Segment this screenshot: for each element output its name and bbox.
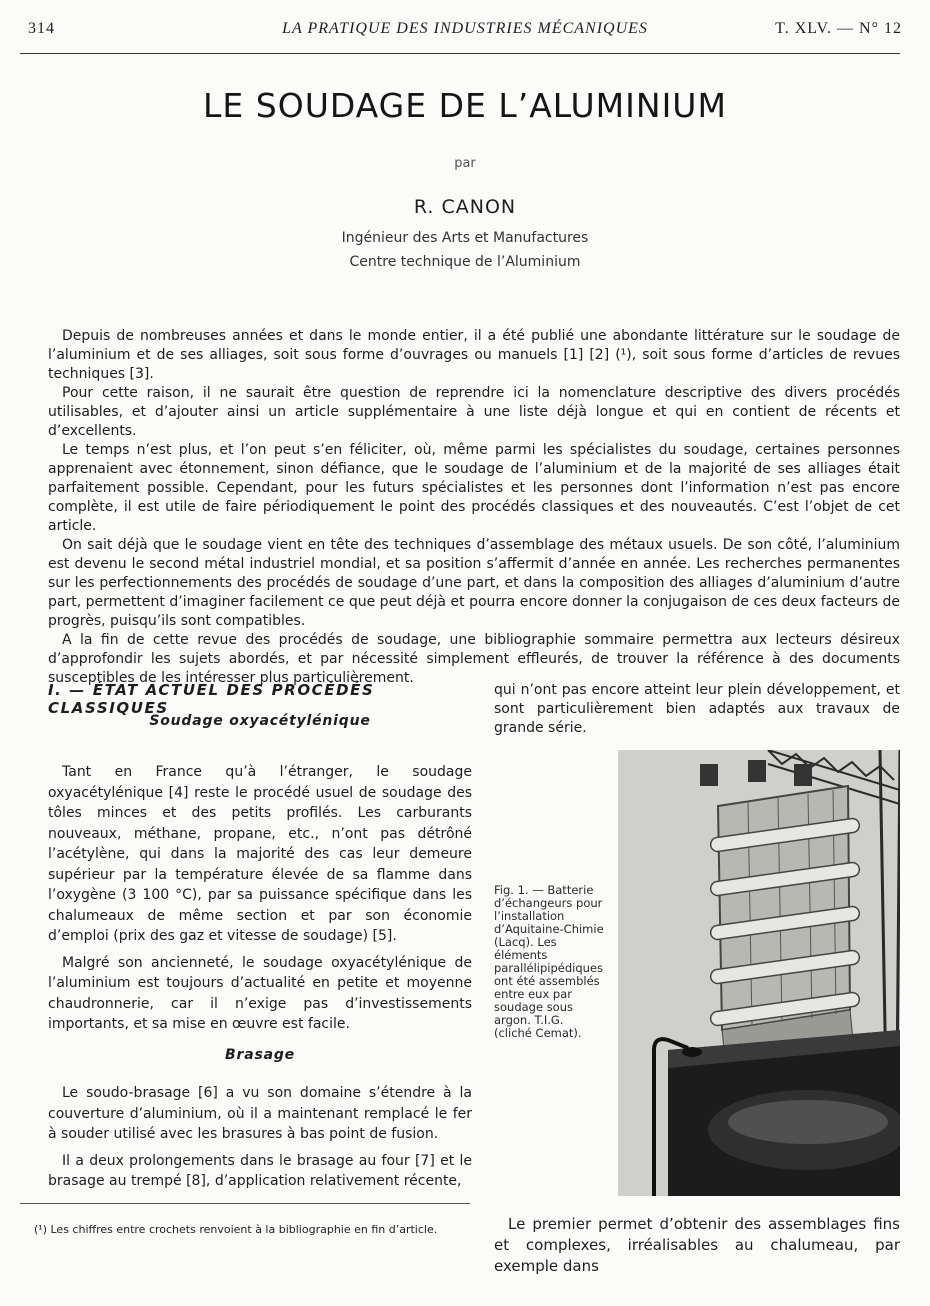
author-affiliation-2: Centre technique de l’Aluminium bbox=[349, 254, 581, 270]
page-number: 314 bbox=[28, 20, 55, 37]
journal-title: LA PRATIQUE DES INDUSTRIES MÉCANIQUES bbox=[282, 20, 648, 37]
section-heading: I. — ÉTAT ACTUEL DES PROCÉDÉS CLASSIQUES bbox=[48, 681, 375, 717]
intro-paragraph: On sait déjà que le soudage vient en tête des techniques d’assemblage des métaux usuels. De son côté, l’aluminium est devenu le second métal industriel mondial, et sa position s’affermit d’année en année. Les recherches permanentes sur les perfectionnements des procédés de soudage d’une part, et dans la composition des alliages d’aluminium d’autre part, permettent d’imaginer facilement ce que peut déjà et pourra encore donner la conjugaison de ces deux facteurs de progrès, puisqu’ils sont compatibles. bbox=[48, 537, 900, 629]
body-paragraph: Le premier permet d’obtenir des assemblages fins et complexes, irréalisables au chalumeau, par exemple dans bbox=[494, 1215, 900, 1275]
intro-paragraph: Le temps n’est plus, et l’on peut s’en féliciter, où, même parmi les spécialistes du soudage, certaines personnes apprenaient avec étonnement, sinon défiance, que le soudage de l’aluminium et de la majorité de ses alliages était parfaitement possible. Cependant, pour les futurs spécialistes et les personnes dont l’information n’est pas encore complète, il est utile de faire périodiquement le point des procédés classiques et des nouveautés. C’est l’objet de cet article. bbox=[48, 442, 900, 534]
intro-paragraph: A la fin de cette revue des procédés de soudage, une bibliographie sommaire permettra aux lecteurs désireux d’approfondir les sujets abordés, et par nécessité simplement effleurés, de trouver la référence à des documents susceptibles de les intéresser plus particulièrement. bbox=[48, 632, 900, 686]
body-paragraph: qui n’ont pas encore atteint leur plein développement, et sont particulièrement bien adaptés aux travaux de grande série. bbox=[494, 682, 900, 736]
left-column-part2 bbox=[48, 1083, 472, 1192]
intro-paragraph: Depuis de nombreuses années et dans le monde entier, il a été publié une abondante littérature sur le soudage de l’aluminium et de ses alliages, soit sous forme d’ouvrages ou manuels [1] [2] (¹), soit sous forme d’articles de revues techniques [3]. bbox=[48, 328, 900, 382]
subsection-heading-oxy: Soudage oxyacétylénique bbox=[149, 713, 371, 729]
left-column-part1 bbox=[48, 762, 472, 1035]
heat-exchanger-photo-illustration bbox=[618, 750, 900, 1196]
right-column-bottom bbox=[494, 1214, 900, 1277]
issue-number: T. XLV. — N° 12 bbox=[775, 20, 902, 37]
body-paragraph: Il a deux prolongements dans le brasage au four [7] et le brasage au trempé [8], d’application relativement récente, bbox=[48, 1152, 472, 1189]
footnote: (¹) Les chiffres entre crochets renvoient à la bibliographie en fin d’article. bbox=[34, 1223, 438, 1236]
body-paragraph: Tant en France qu’à l’étranger, le soudage oxyacétylénique [4] reste le procédé usuel de soudage des tôles minces et des petits profilés. Les carburants nouveaux, méthane, propane, etc., n’ont pas détrôné l’acétylène, qui dans la majorité des cas leur demeure supérieur par la température élevée de sa flamme dans l’oxygène (3 100 °C), par sa puissance spécifique dans les chalumeaux de même section et par son économie d’emploi (prix des gaz et vitesse de soudage) [5]. bbox=[48, 764, 472, 944]
byline-par: par bbox=[454, 156, 476, 171]
subsection-heading-brasage: Brasage bbox=[225, 1047, 295, 1063]
body-paragraph: Le soudo-brasage [6] a vu son domaine s’étendre à la couverture d’aluminium, où il a maintenant remplacé le fer à souder utilisé avec les brasures à bas point de fusion. bbox=[48, 1085, 472, 1142]
figure-caption: Fig. 1. — Batterie d’échangeurs pour l’installation d’Aquitaine-Chimie (Lacq). Les éléments parallélipipédiques ont été assemblés entre eux par soudage sous argon. T.I.G. (cliché Cemat). bbox=[494, 883, 604, 1040]
author-affiliation-1: Ingénieur des Arts et Manufactures bbox=[341, 230, 589, 246]
intro-paragraph: Pour cette raison, il ne saurait être question de reprendre ici la nomenclature descriptive des divers procédés utilisables, et d’ajouter ainsi un article supplémentaire à une liste déjà longue et qui en contient de récents et d’excellents. bbox=[48, 385, 900, 439]
footnote-rule bbox=[20, 1203, 470, 1204]
article-title: LE SOUDAGE DE L’ALUMINIUM bbox=[203, 86, 727, 125]
introduction bbox=[48, 327, 900, 688]
author-name: R. CANON bbox=[413, 196, 517, 218]
figure-photo bbox=[618, 750, 900, 1196]
header-rule bbox=[20, 53, 900, 54]
right-column-top bbox=[494, 681, 900, 738]
body-paragraph: Malgré son ancienneté, le soudage oxyacétylénique de l’aluminium est toujours d’actualité en petite et moyenne chaudronnerie, car il n’exige pas d’investissements importants, et sa mise en œuvre est facile. bbox=[48, 954, 472, 1032]
